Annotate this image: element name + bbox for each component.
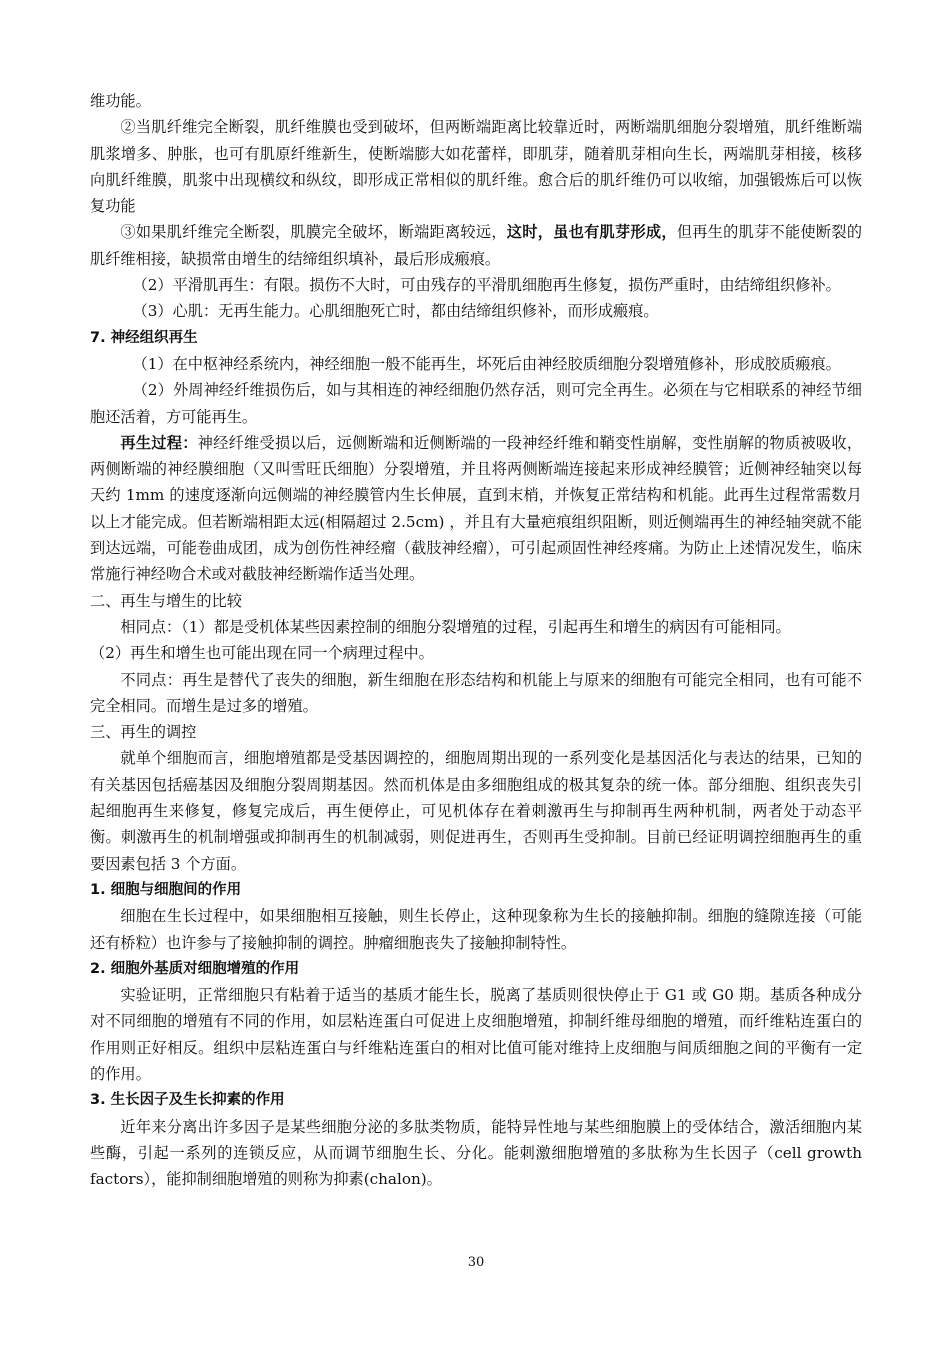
bold-text-run: 这时，虽也有肌芽形成， [506, 223, 677, 242]
paragraph: （3）心肌：无再生能力。心肌细胞死亡时，都由结缔组织修补，而形成瘢痕。 [132, 302, 659, 321]
text-run: 神经纤维受损以后，远侧断端和近侧断端的一段神经纤维和鞘变性崩解，变性崩解的物质被吸收，两侧断端的神经膜细胞（又叫雪旺氏细胞）分裂增殖，并且将两侧断端连接起来形成神经膜管；近侧神经轴突以每天约 1mm 的速度逐渐向远侧端的神经膜管内生长伸展，直到末梢，并恢复正常结构和机能。此再生过程常需数月以上才能完成。但若断端相距太远(相隔超过 2.5cm) ，并且有大量疤痕组织阻断，则近侧端再生的神经轴突就不能到达远端，可能卷曲成团，成为创伤性神经瘤（截肢神经瘤），可引起顽固性神经疼痛。为防止上述情况发生，临床常施行神经吻合术或对截肢神经断端作适当处理。 [90, 433, 863, 584]
paragraph: 维功能。 [90, 92, 151, 110]
paragraph: 不同点：再生是替代了丧失的细胞，新生细胞在形态结构和机能上与原来的细胞有可能完全相同，也有可能不完全相同。而增生是过多的增殖。 [90, 670, 862, 715]
paragraph [90, 430, 862, 588]
paragraph: （1）在中枢神经系统内，神经细胞一般不能再生，坏死后由神经胶质细胞分裂增殖修补，形成胶质瘢痕。 [132, 354, 841, 373]
paragraph [90, 219, 862, 272]
paragraph: （2）再生和增生也可能出现在同一个病理过程中。 [90, 644, 434, 663]
paragraph: 实验证明，正常细胞只有粘着于适当的基质才能生长，脱离了基质则很快停止于 G1 或 G0 期。基质各种成分对不同细胞的增殖有不同的作用，如层粘连蛋白可促进上皮细胞增殖，抑制纤维母细胞的增殖，而纤维粘连蛋白的作用则正好相反。组织中层粘连蛋白与纤维粘连蛋白的相对比值可能对维持上皮细胞与间质细胞之间的平衡有一定的作用。 [90, 986, 862, 1083]
section-heading: 2. 细胞外基质对细胞增殖的作用 [90, 960, 300, 977]
chapter-heading: 二、再生与增生的比较 [90, 591, 242, 610]
paragraph: 就单个细胞而言，细胞增殖都是受基因调控的，细胞周期出现的一系列变化是基因活化与表达的结果，已知的有关基因包括癌基因及细胞分裂周期基因。然而机体是由多细胞组成的极其复杂的统一体。部分细胞、组织丧失引起细胞再生来修复，修复完成后，再生便停止，可见机体存在着刺激再生与抑制再生两种机制，两者处于动态平衡。刺激再生的机制增强或抑制再生的机制减弱，则促进再生，否则再生受抑制。目前已经证明调控细胞再生的重要因素包括 3 个方面。 [90, 749, 862, 873]
section-heading: 1. 细胞与细胞间的作用 [90, 881, 242, 898]
text-run: ③如果肌纤维完全断裂，肌膜完全破坏，断端距离较远， [120, 223, 507, 242]
paragraph: （2）外周神经纤维损伤后，如与其相连的神经细胞仍然存活，则可完全再生。必须在与它相联系的神经节细胞还活着，方可能再生。 [90, 381, 862, 426]
text-run: 但再生的肌芽不能使断裂的肌纤维相接，缺损常由增生的结缔组织填补，最后形成瘢痕。 [90, 223, 863, 268]
section-heading: 3. 生长因子及生长抑素的作用 [90, 1092, 285, 1109]
bold-text-run: 再生过程： [120, 433, 198, 452]
paragraph: （2）平滑肌再生：有限。损伤不大时，可由残存的平滑肌细胞再生修复，损伤严重时，由结缔组织修补。 [132, 276, 841, 295]
paragraph: 相同点：（1）都是受机体某些因素控制的细胞分裂增殖的过程，引起再生和增生的病因有可能相同。 [120, 617, 791, 636]
page-number: 30 [467, 1255, 485, 1270]
chapter-heading: 三、再生的调控 [90, 723, 197, 742]
paragraph: ②当肌纤维完全断裂，肌纤维膜也受到破坏，但两断端距离比较靠近时，两断端肌细胞分裂增殖，肌纤维断端肌浆增多、肿胀，也可有肌原纤维新生，使断端膨大如花蕾样，即肌芽，随着肌芽相向生长，两端肌芽相接，核移向肌纤维膜，肌浆中出现横纹和纵纹，即形成正常相似的肌纤维。愈合后的肌纤维仍可以收缩，加强锻炼后可以恢复功能 [90, 118, 862, 216]
paragraph: 细胞在生长过程中，如果细胞相互接触，则生长停止，这种现象称为生长的接触抑制。细胞的缝隙连接（可能还有桥粒）也许参与了接触抑制的调控。肿瘤细胞丧失了接触抑制特性。 [90, 907, 862, 952]
section-heading: 7. 神经组织再生 [90, 329, 198, 346]
paragraph: 近年来分离出许多因子是某些细胞分泌的多肽类物质，能特异性地与某些细胞膜上的受体结合，激活细胞内某些酶，引起一系列的连锁反应，从而调节细胞生长、分化。能刺激细胞增殖的多肽称为生长因子（cell growth factors），能抑制细胞增殖的则称为抑素(chalon)。 [90, 1117, 867, 1189]
